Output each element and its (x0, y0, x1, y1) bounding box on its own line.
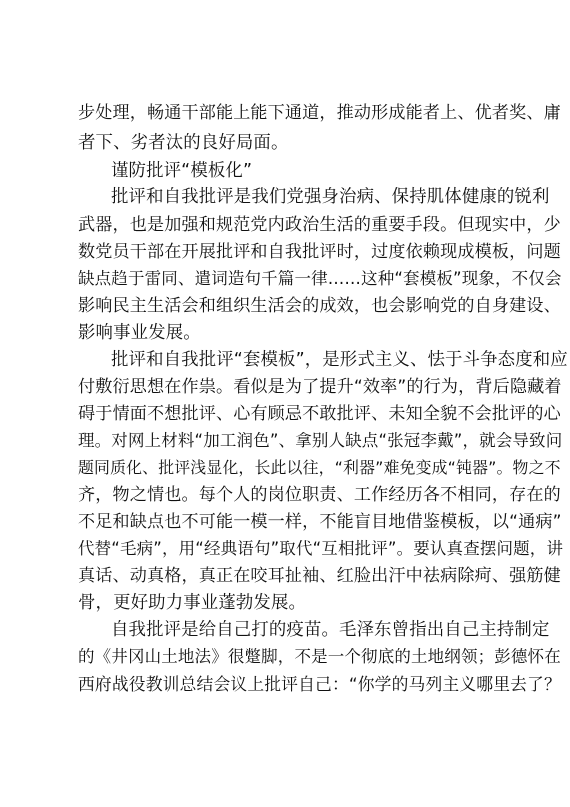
paragraph-first-line: 自我批评是给自己打的疫苗。毛泽东曾指出自己主持制定 (111, 620, 550, 640)
text-line: 缺点趋于雷同、遣词造句千篇一律……这种“套模板”现象，不仅会 (78, 269, 562, 288)
text-line: 真话、动真格，真正在咬耳扯袖、红脸出汗中祛病除疴、强筋健 (78, 566, 561, 586)
text-line: 武器，也是加强和规范党内政治生活的重要手段。但现实中，少 (78, 215, 561, 235)
text-line: 影响民主生活会和组织生活会的成效，也会影响党的自身建设、 (78, 296, 561, 316)
paragraph-first-line: 批评和自我批评是我们党强身治病、保持肌体健康的锐利 (111, 187, 550, 207)
text-line: 的《井冈山土地法》很蹩脚，不是一个彻底的土地纲领；彭德怀在 (78, 647, 561, 666)
text-line: 碍于情面不想批评、心有顾忌不敢批评、未知全貌不会批评的心 (78, 404, 561, 424)
text-line: 不足和缺点也不可能一模一样，不能盲目地借鉴模板，以“通病” (78, 512, 562, 532)
text-line: 西府战役教训总结会议上批评自己：“你学的马列主义哪里去了？ (78, 674, 561, 694)
text-line: 影响事业发展。 (78, 323, 201, 343)
text-line: 理。对网上材料“加工润色”、拿别人缺点“张冠李戴”，就会导致问 (78, 431, 563, 450)
section-heading: 谨防批评“模板化” (111, 161, 253, 181)
text-line: 数党员干部在开展批评和自我批评时，过度依赖现成模板，问题 (78, 242, 561, 262)
text-line: 题同质化、批评浅显化，长此以往，“利器”难免变成“钝器”。物之不 (78, 458, 561, 477)
text-line: 代替“毛病”，用“经典语句”取代“互相批评”。要认真查摆问题，讲 (78, 539, 564, 558)
text-line: 付敷衍思想在作祟。看似是为了提升“效率”的行为，背后隐藏着 (78, 377, 562, 397)
paragraph-first-line: 批评和自我批评“套模板”，是形式主义、怯于斗争态度和应 (111, 350, 568, 370)
text-line: 骨，更好助力事业蓬勃发展。 (78, 593, 307, 613)
text-line: 齐，物之情也。每个人的岗位职责、工作经历各不相同，存在的 (78, 485, 561, 505)
text-line: 步处理，畅通干部能上能下通道，推动形成能者上、优者奖、庸 (78, 103, 561, 123)
text-line: 者下、劣者汰的良好局面。 (78, 133, 289, 153)
